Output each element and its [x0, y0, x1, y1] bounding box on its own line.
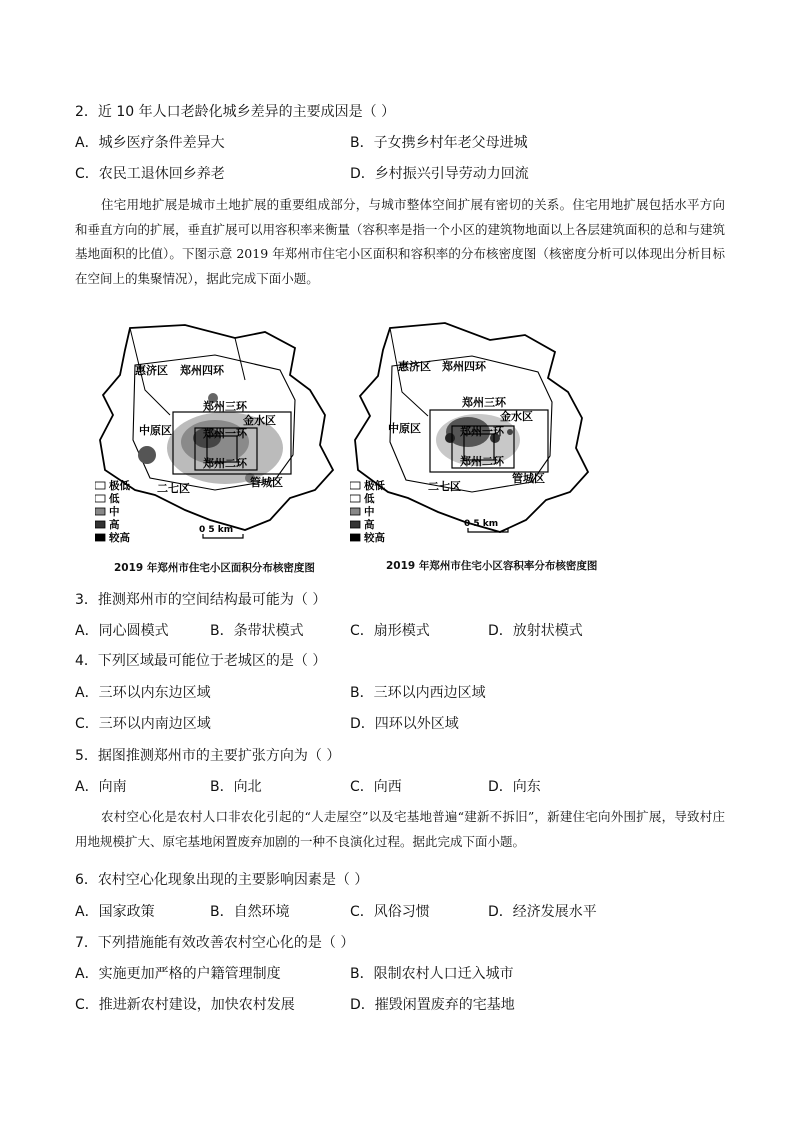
label-huiji: 惠济区: [398, 360, 431, 373]
q6-stem: 6．农村空心化现象出现的主要影响因素是（ ）: [75, 872, 369, 888]
label-jinshui: 金水区: [243, 414, 276, 427]
label-zhongyuan: 中原区: [388, 422, 421, 435]
label-ring3: 郑州三环: [462, 396, 506, 409]
q7-option-b[interactable]: B．限制农村人口迁入城市: [350, 966, 514, 982]
legend-label: 高: [364, 519, 375, 531]
legend: [350, 479, 385, 544]
q5-option-b[interactable]: B．向北: [210, 779, 262, 795]
legend-label: 中: [109, 506, 120, 518]
q7-stem: 7．下列措施能有效改善农村空心化的是（ ）: [75, 935, 355, 951]
svg-text:0 5 km: 0 5 km: [464, 519, 499, 529]
label-ring3: 郑州三环: [203, 400, 247, 413]
q7-option-c[interactable]: C．推进新农村建设，加快农村发展: [75, 997, 295, 1013]
q2-option-c[interactable]: C．农民工退休回乡养老: [75, 166, 225, 182]
map-area-density: [95, 320, 340, 550]
q6-option-c[interactable]: C．风俗习惯: [350, 904, 430, 920]
q3-option-c[interactable]: C．扇形模式: [350, 623, 430, 639]
q3-stem: 3．推测郑州市的空间结构最可能为（ ）: [75, 592, 327, 608]
q3-option-a[interactable]: A．同心圆模式: [75, 623, 169, 639]
q5-stem: 5．据图推测郑州市的主要扩张方向为（ ）: [75, 748, 341, 764]
q2-stem: 2．近 10 年人口老龄化城乡差异的主要成因是（ ）: [75, 104, 396, 120]
legend: [95, 479, 130, 544]
label-guancheng: 管城区: [512, 472, 545, 485]
label-ring1: 郑州一环: [203, 427, 247, 440]
legend-label: 中: [364, 506, 375, 518]
q2-option-d[interactable]: D．乡村振兴引导劳动力回流: [350, 166, 529, 182]
label-ring4: 郑州四环: [180, 364, 224, 377]
q7-option-a[interactable]: A．实施更加严格的户籍管理制度: [75, 966, 281, 982]
legend-label: 极低: [109, 480, 130, 492]
label-erqi: 二七区: [428, 480, 461, 493]
q6-option-d[interactable]: D．经济发展水平: [488, 904, 597, 920]
q4-option-d[interactable]: D．四环以外区域: [350, 716, 459, 732]
label-ring2: 郑州二环: [203, 457, 247, 470]
q4-option-b[interactable]: B．三环以内西边区域: [350, 685, 486, 701]
passage-hollowing: 农村空心化是农村人口非农化引起的“人走屋空”以及宅基地普遍“建新不拆旧”，新建住宅向外围扩展，导致村庄用地规模扩大、原宅基地闲置废弃加剧的一种不良演化过程。据此完成下面小题。: [75, 809, 725, 849]
legend-label: 低: [109, 493, 120, 505]
q4-option-c[interactable]: C．三环以内南边区域: [75, 716, 211, 732]
q5-option-a[interactable]: A．向南: [75, 779, 127, 795]
svg-text:0 5 km: 0 5 km: [199, 525, 234, 535]
q5-option-d[interactable]: D．向东: [488, 779, 541, 795]
caption-left: 2019 年郑州市住宅小区面积分布核密度图: [114, 562, 315, 574]
q4-stem: 4．下列区域最可能位于老城区的是（ ）: [75, 653, 327, 669]
q2-option-b[interactable]: B．子女携乡村年老父母进城: [350, 135, 528, 151]
label-huiji: 惠济区: [135, 364, 168, 377]
density-spot: [138, 446, 156, 464]
label-zhongyuan: 中原区: [139, 424, 172, 437]
label-ring4: 郑州四环: [442, 360, 486, 373]
passage-housing: 住宅用地扩展是城市土地扩展的重要组成部分，与城市整体空间扩展有密切的关系。住宅用地扩展包括水平方向和垂直方向的扩展，垂直扩展可以用容积率来衡量（容积率是指一个小区的建筑物地面以上各层建筑面积的总和与建筑基地面积的比值）。下图示意 2019 年郑州市住宅小区面积和容积率的分布核密度图（核密度分析可以体现出分析目标在空间上的集聚情况），据此完成下面小题。: [75, 197, 726, 286]
q6-option-a[interactable]: A．国家政策: [75, 904, 155, 920]
caption-right: 2019 年郑州市住宅小区容积率分布核密度图: [386, 560, 598, 572]
map-plot-ratio-density: [350, 320, 595, 550]
density-spot: [507, 429, 513, 435]
q4-option-a[interactable]: A．三环以内东边区域: [75, 685, 211, 701]
legend-label: 高: [109, 519, 120, 531]
label-guancheng: 管城区: [250, 476, 283, 489]
q5-option-c[interactable]: C．向西: [350, 779, 402, 795]
legend-label: 极低: [364, 480, 385, 492]
legend-label: 较高: [364, 532, 385, 544]
q7-option-d[interactable]: D．摧毁闲置废弃的宅基地: [350, 997, 515, 1013]
q6-option-b[interactable]: B．自然环境: [210, 904, 290, 920]
q2-option-a[interactable]: A．城乡医疗条件差异大: [75, 135, 225, 151]
label-erqi: 二七区: [157, 482, 190, 495]
label-ring1: 郑州一环: [460, 425, 504, 438]
q3-option-d[interactable]: D．放射状模式: [488, 623, 583, 639]
legend-label: 较高: [109, 532, 130, 544]
label-ring2: 郑州二环: [460, 455, 504, 468]
legend-label: 低: [364, 493, 375, 505]
label-jinshui: 金水区: [500, 410, 533, 423]
q3-option-b[interactable]: B．条带状模式: [210, 623, 304, 639]
density-spot: [445, 433, 455, 443]
